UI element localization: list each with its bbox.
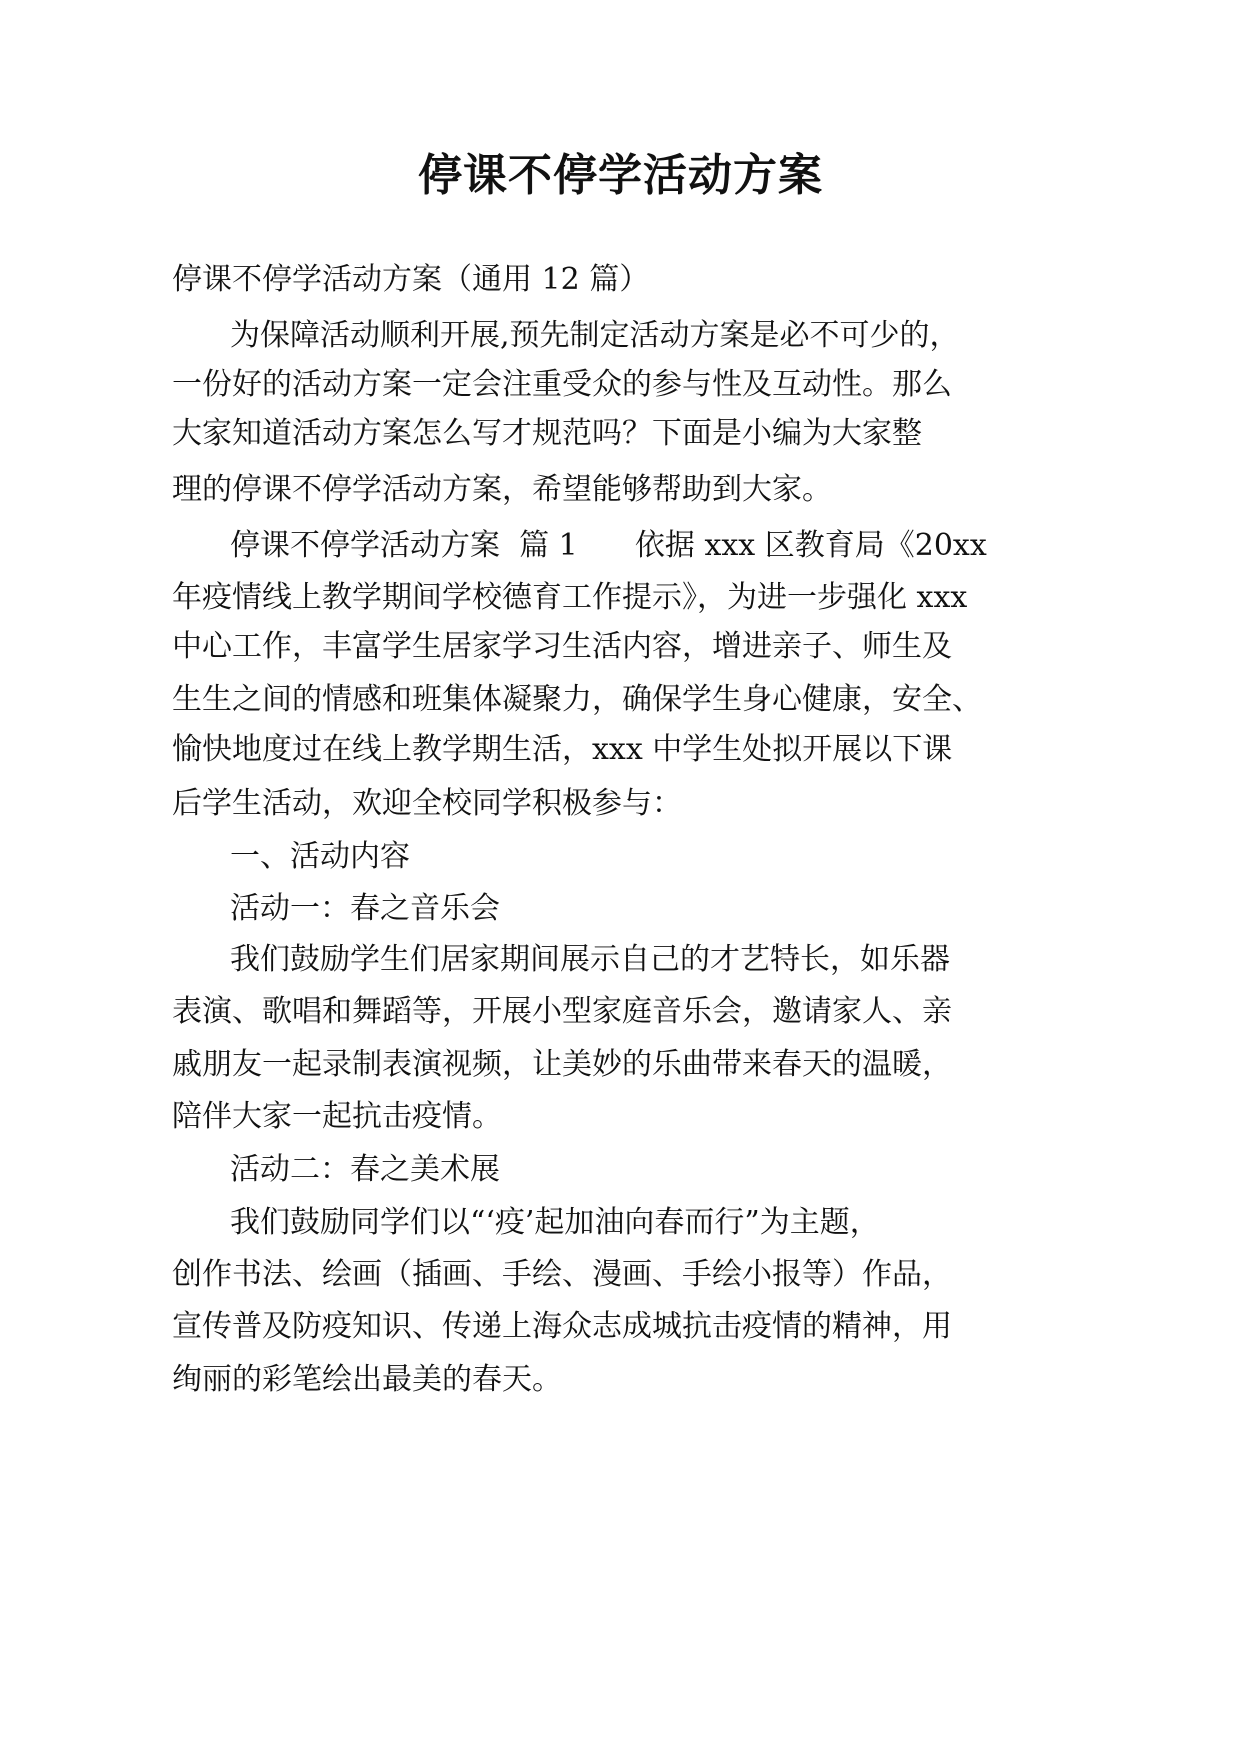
activity-one-line-4: 陪伴大家一起抗击疫情。 (172, 1099, 502, 1134)
activity-two-line-3: 宣传普及防疫知识、传递上海众志成城抗击疫情的精神，用 (172, 1309, 952, 1344)
activity-two-line-4: 绚丽的彩笔绘出最美的春天。 (172, 1362, 562, 1397)
section1-line-3: 中心工作，丰富学生居家学习生活内容，增进亲子、师生及 (172, 629, 952, 664)
heading-activity-one: 活动一：春之音乐会 (230, 891, 500, 926)
intro-line-4: 理的停课不停学活动方案，希望能够帮助到大家。 (172, 472, 832, 507)
activity-one-line-2: 表演、歌唱和舞蹈等，开展小型家庭音乐会，邀请家人、亲 (172, 994, 952, 1029)
section1-line-4: 生生之间的情感和班集体凝聚力，确保学生身心健康，安全、 (172, 682, 982, 717)
heading-activity-two: 活动二：春之美术展 (230, 1152, 500, 1187)
activity-one-line-3: 戚朋友一起录制表演视频，让美妙的乐曲带来春天的温暖， (172, 1047, 952, 1082)
activity-two-line-2: 创作书法、绘画（插画、手绘、漫画、手绘小报等）作品， (172, 1257, 952, 1292)
section1-line-5: 愉快地度过在线上教学期生活，xxx 中学生处拟开展以下课 (172, 732, 953, 767)
activity-one-line-1: 我们鼓励学生们居家期间展示自己的才艺特长，如乐器 (230, 942, 950, 977)
subtitle-line: 停课不停学活动方案（通用 12 篇） (172, 262, 650, 297)
section1-line-6: 后学生活动，欢迎全校同学积极参与： (172, 786, 682, 821)
activity-two-line-1: 我们鼓励同学们以“‘疫’起加油向春而行”为主题， (230, 1205, 880, 1240)
section1-line-1: 停课不停学活动方案 篇 1 依据 xxx 区教育局《20xx (230, 528, 987, 563)
heading-activity-content: 一、活动内容 (230, 839, 410, 874)
intro-line-3: 大家知道活动方案怎么写才规范吗？下面是小编为大家整 (172, 416, 922, 451)
intro-line-1: 为保障活动顺利开展,预先制定活动方案是必不可少的， (230, 318, 960, 353)
section1-line-2: 年疫情线上教学期间学校德育工作提示》，为进一步强化 xxx (172, 580, 968, 615)
intro-line-2: 一份好的活动方案一定会注重受众的参与性及互动性。那么 (172, 367, 952, 402)
document-title: 停课不停学活动方案 (418, 150, 823, 201)
